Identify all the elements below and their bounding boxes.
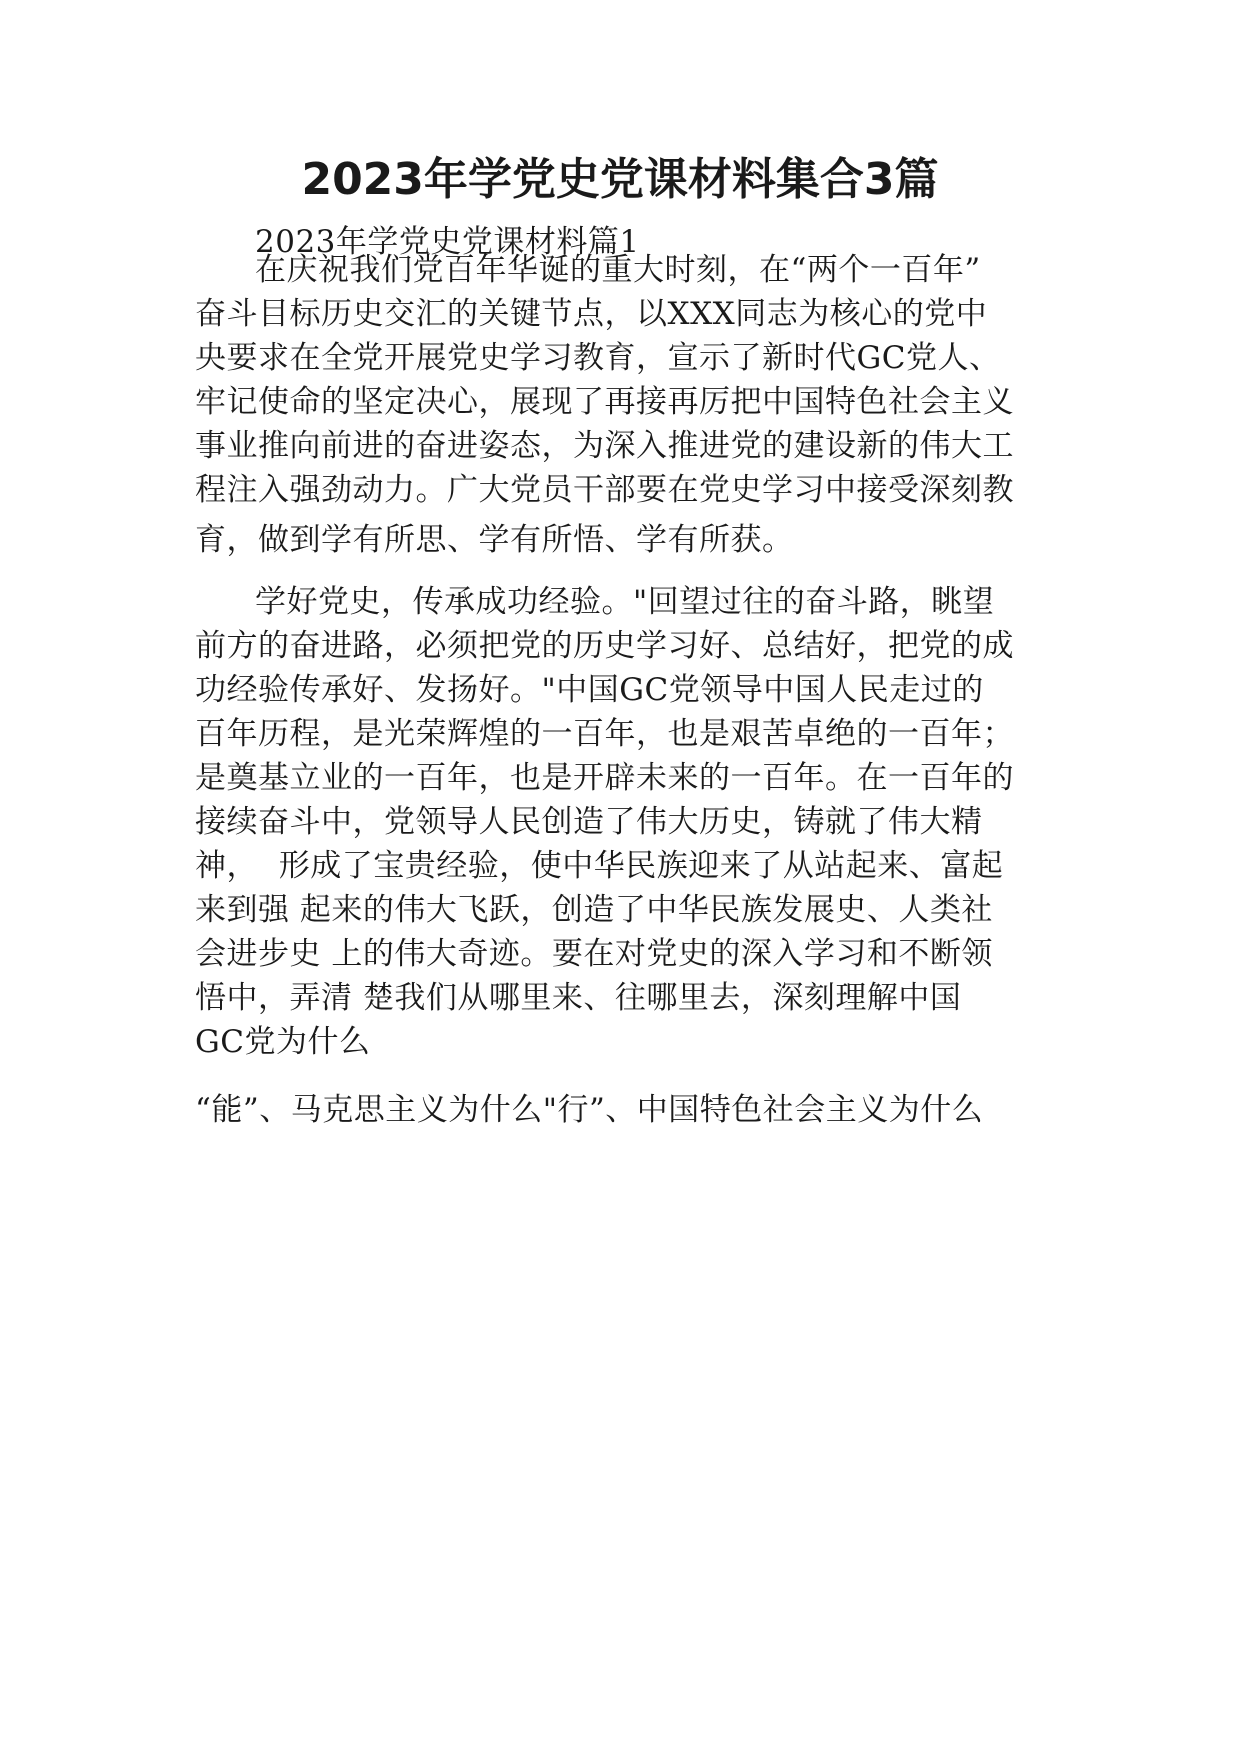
paragraph-line: GC党为什么	[195, 1024, 371, 1060]
paragraph-line: 百年历程，是光荣辉煌的一百年，也是艰苦卓绝的一百年；	[195, 716, 1014, 752]
paragraph-line: 央要求在全党开展党史学习教育，宣示了新时代GC党人、	[195, 340, 1001, 376]
paragraph-line: 程注入强劲动力。广大党员干部要在党史学习中接受深刻教	[195, 472, 1014, 508]
paragraph-line: 来到强 起来的伟大飞跃，创造了中华民族发展史、人类社	[195, 892, 993, 928]
paragraph-line: 会进步史 上的伟大奇迹。要在对党史的深入学习和不断领	[195, 936, 993, 972]
paragraph-line: “能”、马克思主义为什么"行”、中国特色社会主义为什么	[195, 1092, 984, 1128]
paragraph-line: 育，做到学有所思、学有所悟、学有所获。	[195, 522, 794, 558]
page-title: 2023年学党史党课材料集合3篇	[301, 154, 939, 205]
paragraph-line: 学好党史，传承成功经验。"回望过往的奋斗路，眺望	[255, 584, 995, 620]
paragraph-line: 神， 形成了宝贵经验，使中华民族迎来了从站起来、富起	[195, 848, 1004, 884]
paragraph-line: 功经验传承好、发扬好。"中国GC党领导中国人民走过的	[195, 672, 984, 708]
paragraph-line: 是奠基立业的一百年，也是开辟未来的一百年。在一百年的	[195, 760, 1014, 796]
paragraph-line: 奋斗目标历史交汇的关键节点，以XXX同志为核心的党中	[195, 296, 988, 332]
paragraph-line: 悟中，弄清 楚我们从哪里来、往哪里去，深刻理解中国	[195, 980, 962, 1016]
section-heading: 2023年学党史党课材料篇1	[255, 224, 640, 260]
paragraph-line: 事业推向前进的奋进姿态，为深入推进党的建设新的伟大工	[195, 428, 1014, 464]
paragraph-line: 在庆祝我们党百年华诞的重大时刻，在“两个一百年”	[255, 252, 981, 288]
paragraph-line: 接续奋斗中，党领导人民创造了伟大历史，铸就了伟大精	[195, 804, 983, 840]
paragraph-line: 牢记使命的坚定决心，展现了再接再厉把中国特色社会主义	[195, 384, 1014, 420]
paragraph-line: 前方的奋进路，必须把党的历史学习好、总结好，把党的成	[195, 628, 1014, 664]
